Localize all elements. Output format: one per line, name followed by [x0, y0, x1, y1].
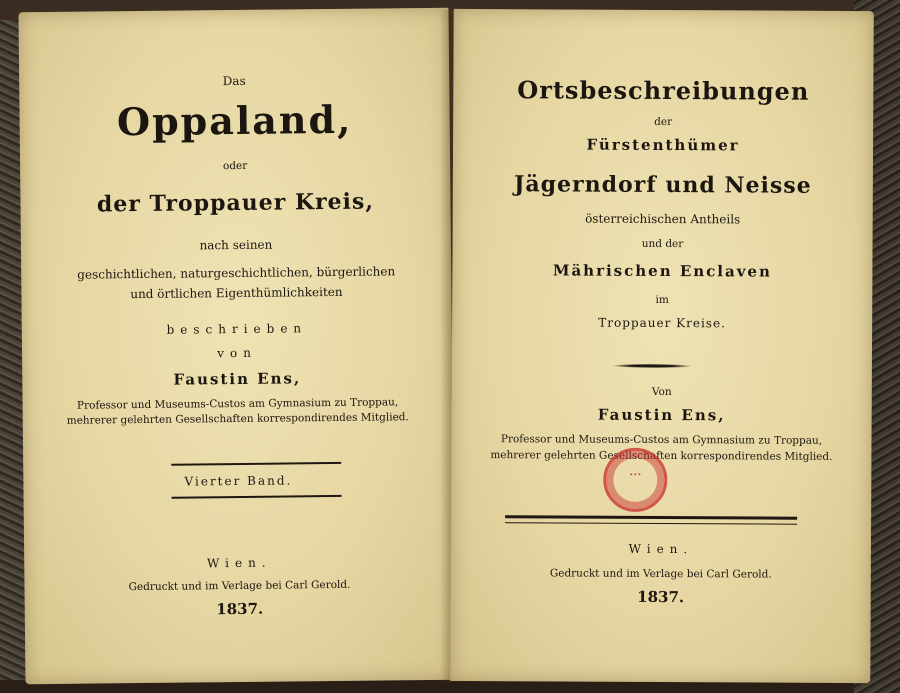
left-volume-rule-bottom: [172, 495, 342, 499]
left-by: von: [217, 345, 258, 361]
right-role-1: Professor und Museums-Custos am Gymnasium zu Troppau,: [500, 433, 823, 447]
right-printer: Gedruckt und im Verlage bei Carl Gerold.: [549, 567, 772, 581]
left-subtitle: der Troppauer Kreis,: [96, 188, 375, 218]
right-line-7: im: [655, 293, 669, 307]
right-page: [450, 9, 874, 683]
left-line-b: geschichtlichen, naturgeschichtlichen, bürgerlichen: [77, 264, 396, 282]
library-stamp: [603, 448, 667, 512]
right-line-5: und der: [641, 237, 684, 251]
left-volume: Vierter Band.: [184, 473, 293, 489]
left-described: beschrieben: [166, 321, 308, 337]
right-line-2: Fürstenthümer: [586, 135, 740, 155]
right-rule-bottom: [505, 522, 797, 525]
left-author: Faustin Ens,: [173, 369, 302, 389]
right-role-2: mehrerer gelehrten Gesellschaften korrespondirendes Mitglied.: [490, 449, 833, 463]
left-title: Oppaland,: [116, 96, 353, 145]
left-line-c: und örtlichen Eigenthümlichkeiten: [130, 284, 343, 302]
right-ornament-rule: [612, 364, 692, 368]
left-page: [18, 8, 455, 684]
right-author: Faustin Ens,: [597, 405, 726, 425]
right-by: Von: [651, 385, 672, 399]
left-role-1: Professor und Museums-Custos am Gymnasium zu Troppau,: [76, 396, 399, 412]
right-city: Wien.: [628, 541, 694, 557]
left-printer: Gedruckt und im Verlage bei Carl Gerold.: [128, 578, 351, 594]
right-year: 1837.: [637, 587, 685, 607]
right-line-8: Troppauer Kreise.: [598, 315, 726, 331]
left-line-a: nach seinen: [199, 237, 273, 253]
left-connector: oder: [222, 159, 248, 173]
right-rule-top: [505, 515, 797, 520]
right-title: Ortsbeschreibungen: [517, 75, 810, 106]
right-line-1: der: [654, 115, 673, 129]
right-line-3: Jägerndorf und Neisse: [513, 171, 812, 199]
left-city: Wien.: [206, 555, 272, 571]
right-line-6: Mährischen Enclaven: [552, 261, 772, 281]
right-line-4: österreichischen Antheils: [585, 211, 741, 227]
left-volume-rule-top: [171, 462, 341, 466]
left-year: 1837.: [216, 599, 264, 619]
stamp-mark: •••: [629, 470, 642, 479]
left-article: Das: [222, 73, 246, 89]
left-role-2: mehrerer gelehrten Gesellschaften korrespondirendes Mitglied.: [66, 411, 409, 427]
